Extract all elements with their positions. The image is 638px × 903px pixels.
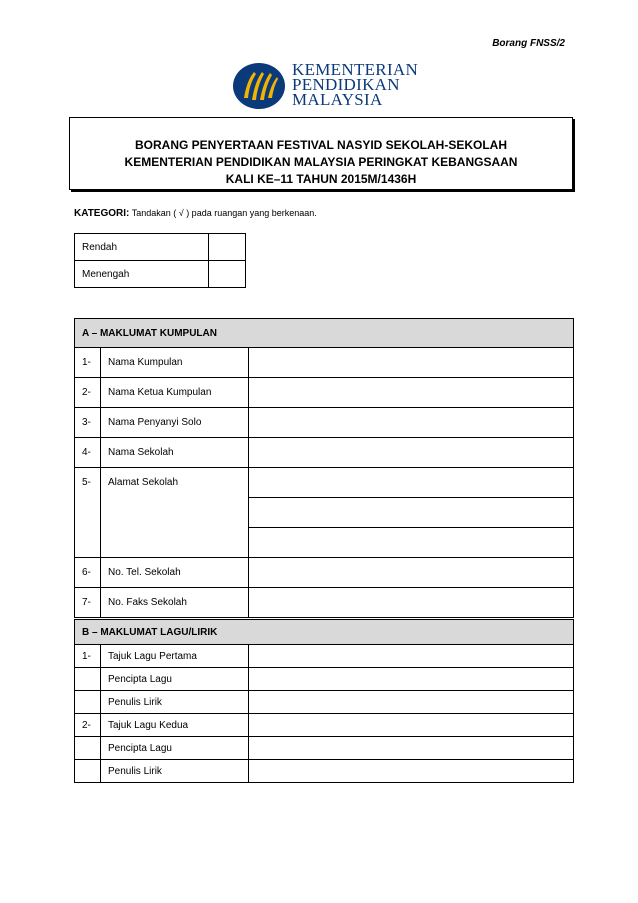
row-number xyxy=(75,760,101,783)
field-label: Nama Penyanyi Solo xyxy=(101,408,249,438)
row-number xyxy=(75,691,101,714)
field-label: Pencipta Lagu xyxy=(101,737,249,760)
section-b-table xyxy=(74,619,574,783)
field-input-pencipta-2[interactable] xyxy=(249,737,574,760)
logo-text-line: PENDIDIKAN xyxy=(292,75,400,94)
table-row xyxy=(75,408,574,438)
field-label: Alamat Sekolah xyxy=(101,468,249,558)
form-code: Borang FNSS/2 xyxy=(492,38,565,49)
ministry-logo xyxy=(232,62,422,110)
field-label: Pencipta Lagu xyxy=(101,668,249,691)
field-input-faks[interactable] xyxy=(249,588,574,618)
section-heading: A – MAKLUMAT KUMPULAN xyxy=(75,319,574,348)
row-number: 2- xyxy=(75,714,101,737)
field-label: Tajuk Lagu Pertama xyxy=(101,645,249,668)
kategori-option-label: Menengah xyxy=(75,261,209,288)
field-input-tajuk-2[interactable] xyxy=(249,714,574,737)
row-number: 1- xyxy=(75,348,101,378)
form-title-box xyxy=(69,117,573,190)
row-number: 2- xyxy=(75,378,101,408)
field-input-nama-ketua[interactable] xyxy=(249,378,574,408)
row-number xyxy=(75,737,101,760)
logo-text-line: MALAYSIA xyxy=(292,90,383,109)
field-label: Nama Ketua Kumpulan xyxy=(101,378,249,408)
row-number xyxy=(75,668,101,691)
table-row xyxy=(75,348,574,378)
table-row xyxy=(75,234,246,261)
row-number: 5- xyxy=(75,468,101,558)
kategori-instruction xyxy=(74,208,317,219)
table-row xyxy=(75,558,574,588)
logo-text-line: KEMENTERIAN xyxy=(292,60,419,79)
kategori-label: KATEGORI: xyxy=(74,208,130,219)
table-row xyxy=(75,438,574,468)
title-line-3: KALI KE–11 TAHUN 2015M/1436H xyxy=(225,172,417,186)
field-input-pencipta-1[interactable] xyxy=(249,668,574,691)
table-row xyxy=(75,588,574,618)
field-input-penyanyi-solo[interactable] xyxy=(249,408,574,438)
row-number: 6- xyxy=(75,558,101,588)
field-input-nama-kumpulan[interactable] xyxy=(249,348,574,378)
field-label: Tajuk Lagu Kedua xyxy=(101,714,249,737)
row-number: 3- xyxy=(75,408,101,438)
kategori-text: Tandakan ( √ ) pada ruangan yang berkenaan. xyxy=(131,208,317,218)
row-number: 4- xyxy=(75,438,101,468)
field-input-alamat-3[interactable] xyxy=(249,528,574,558)
field-input-penulis-2[interactable] xyxy=(249,760,574,783)
field-label: Penulis Lirik xyxy=(101,760,249,783)
field-input-tajuk-1[interactable] xyxy=(249,645,574,668)
table-row xyxy=(75,645,574,668)
kategori-table xyxy=(74,233,246,288)
table-row xyxy=(75,760,574,783)
field-input-alamat-1[interactable] xyxy=(249,468,574,498)
field-input-tel[interactable] xyxy=(249,558,574,588)
kategori-option-label: Rendah xyxy=(75,234,209,261)
row-number: 7- xyxy=(75,588,101,618)
kategori-checkbox-rendah[interactable] xyxy=(209,234,246,261)
section-heading: B – MAKLUMAT LAGU/LIRIK xyxy=(75,620,574,645)
field-input-nama-sekolah[interactable] xyxy=(249,438,574,468)
kategori-checkbox-menengah[interactable] xyxy=(209,261,246,288)
table-row xyxy=(75,468,574,498)
table-row xyxy=(75,691,574,714)
table-row xyxy=(75,714,574,737)
section-a-table xyxy=(74,318,574,618)
table-row xyxy=(75,378,574,408)
field-input-alamat-2[interactable] xyxy=(249,498,574,528)
table-row xyxy=(75,668,574,691)
table-row xyxy=(75,737,574,760)
ministry-emblem-icon xyxy=(232,62,286,110)
field-label: Penulis Lirik xyxy=(101,691,249,714)
field-label: No. Tel. Sekolah xyxy=(101,558,249,588)
row-number: 1- xyxy=(75,645,101,668)
field-label: Nama Kumpulan xyxy=(101,348,249,378)
field-label: No. Faks Sekolah xyxy=(101,588,249,618)
table-row xyxy=(75,261,246,288)
title-line-2: KEMENTERIAN PENDIDIKAN MALAYSIA PERINGKAT KEBANGSAAN xyxy=(124,155,518,169)
field-input-penulis-1[interactable] xyxy=(249,691,574,714)
field-label: Nama Sekolah xyxy=(101,438,249,468)
title-line-1: BORANG PENYERTAAN FESTIVAL NASYID SEKOLAH-SEKOLAH xyxy=(134,138,508,152)
